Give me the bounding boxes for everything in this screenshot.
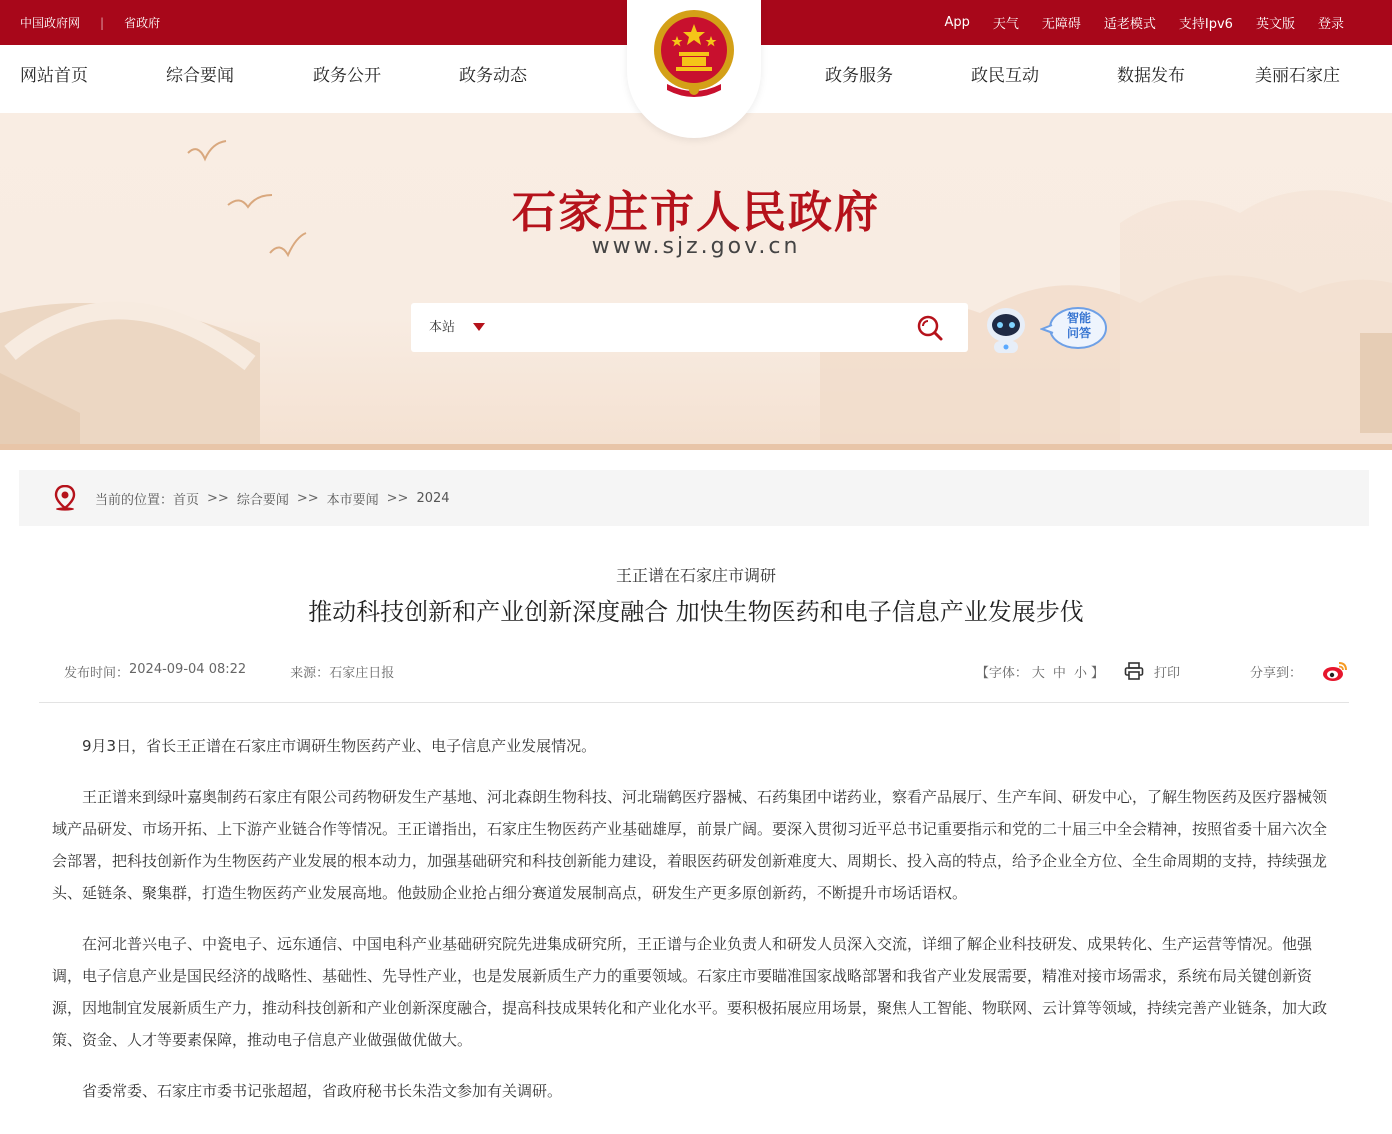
breadcrumb-separator: >> — [296, 490, 319, 506]
location-pin-icon — [53, 485, 77, 511]
article-subtitle: 王正谱在石家庄市调研 — [615, 566, 776, 585]
link-gov-cn[interactable]: 中国政府网 — [20, 16, 81, 30]
banner-bottom-stripe — [0, 444, 1392, 450]
top-bar-right — [921, 0, 1344, 45]
banner-decoration — [0, 113, 1392, 450]
nav-interaction[interactable]: 政民互动 — [971, 66, 1039, 86]
source-value: 石家庄日报 — [329, 666, 395, 681]
article-meta — [64, 662, 394, 681]
smart-qa-label[interactable]: 智能问答 — [1066, 311, 1091, 340]
font-size-open: 【字体： — [975, 665, 1028, 681]
breadcrumb-separator: >> — [207, 490, 229, 506]
printer-icon — [1124, 662, 1144, 680]
link-ipv6[interactable]: 支持Ipv6 — [1178, 17, 1233, 32]
breadcrumb-news[interactable]: 综合要闻 — [236, 492, 289, 508]
link-login[interactable]: 登录 — [1317, 17, 1344, 32]
link-weather[interactable]: 天气 — [992, 17, 1019, 32]
breadcrumb-home[interactable]: 首页 — [173, 492, 200, 508]
publish-label: 发布时间： — [64, 666, 130, 681]
font-size-large[interactable]: 大 — [1031, 665, 1045, 681]
breadcrumb — [19, 470, 1369, 526]
link-province-gov[interactable]: 省政府 — [124, 16, 161, 30]
font-size-close: 】 — [1090, 665, 1104, 681]
print-label: 打印 — [1153, 665, 1180, 681]
link-elderly-mode[interactable]: 适老模式 — [1103, 17, 1156, 32]
article-paragraph: 省委常委、石家庄市委书记张超超，省政府秘书长朱浩文参加有关调研。 — [82, 1082, 563, 1100]
caret-down-icon[interactable] — [473, 323, 485, 331]
breadcrumb-prefix: 当前的位置： — [95, 492, 174, 508]
search-input[interactable] — [501, 311, 901, 344]
article-paragraph: 王正谱来到绿叶嘉奥制药石家庄有限公司药物研发生产基地、河北森朗生物科技、河北瑞鹤医疗器械、石药集团中诺药业，察看产品展厅、生产车间、研发中心，了解生物医药及医疗器械领域产品研发、市场开拓、上下游产业链合作等情况。王正谱指出，石家庄生物医药产业基础雄厚，前景广阔。要深入贯彻习近平总书记重要指示和党的二十届三中全会精神，按照省委十届六次全会部署，把科技创新作为生物医药产业发展的根本动力，加强基础研究和科技创新能力建设，着眼医药研发创新难度大、周期长、投入高的特点，给予企业全方位、全生命周期的支持，持续强龙头、延链条、聚集群，打造生物医药产业发展高地。他鼓励企业抢占细分赛道发展制高点，研发生产更多原创新药，不断提升市场话语权。 — [52, 788, 1328, 902]
national-emblem-holder — [627, 0, 761, 138]
nav-gov-open[interactable]: 政务公开 — [313, 66, 381, 86]
nav-news[interactable]: 综合要闻 — [166, 66, 234, 86]
font-size-small[interactable]: 小 — [1073, 665, 1087, 681]
link-accessibility[interactable]: 无障碍 — [1041, 17, 1081, 32]
weibo-icon[interactable] — [1322, 660, 1348, 682]
article-title: 推动科技创新和产业创新深度融合 加快生物医药和电子信息产业发展步伐 — [308, 598, 1084, 626]
article-paragraph: 9月3日，省长王正谱在石家庄市调研生物医药产业、电子信息产业发展情况。 — [82, 737, 597, 755]
share-label: 分享到： — [1249, 665, 1302, 681]
top-bar-separator: | — [100, 15, 105, 30]
nav-beautiful-sjz[interactable]: 美丽石家庄 — [1255, 66, 1340, 86]
breadcrumb-separator: >> — [386, 490, 409, 506]
link-app[interactable]: App — [944, 15, 970, 30]
article-paragraph: 在河北普兴电子、中瓷电子、远东通信、中国电科产业基础研究院先进集成研究所，王正谱与企业负责人和研发人员深入交流，详细了解企业科技研发、成果转化、生产运营等情况。他强调，电子信息产业是国民经济的战略性、基础性、先导性产业，也是发展新质生产力的重要领域。石家庄市要瞄准国家战略部署和我省产业发展需要，精准对接市场需求，系统布局关键创新资源，因地制宜发展新质生产力，推动科技创新和产业创新深度融合，提高科技成果转化和产业化水平。要积极拓展应用场景，聚焦人工智能、物联网、云计算等领域，持续完善产业链条，加大政策、资金、人才等要素保障，推动电子信息产业做强做优做大。 — [52, 935, 1328, 1049]
divider — [39, 702, 1349, 703]
national-emblem-icon — [649, 6, 739, 102]
nav-gov-dynamics[interactable]: 政务动态 — [459, 66, 527, 86]
link-english[interactable]: 英文版 — [1255, 17, 1295, 32]
nav-home[interactable]: 网站首页 — [20, 66, 88, 86]
article-tools — [976, 660, 1348, 682]
top-bar-left — [20, 0, 160, 45]
article-body — [52, 730, 1336, 1126]
nav-data[interactable]: 数据发布 — [1117, 66, 1185, 86]
robot-assistant-icon[interactable] — [982, 303, 1030, 357]
site-banner — [0, 113, 1392, 450]
search-scope-select[interactable]: 本站 — [429, 320, 456, 335]
source-label: 来源： — [290, 666, 330, 681]
print-button[interactable] — [1124, 662, 1180, 681]
site-url: www.sjz.gov.cn — [591, 234, 801, 259]
nav-gov-service[interactable]: 政务服务 — [825, 66, 893, 86]
breadcrumb-local-news[interactable]: 本市要闻 — [326, 492, 379, 508]
site-title: 石家庄市人民政府 — [512, 187, 880, 238]
font-size-medium[interactable]: 中 — [1052, 665, 1066, 681]
publish-time: 2024-09-04 08:22 — [129, 662, 247, 677]
search-icon[interactable] — [916, 314, 944, 342]
search-box — [411, 303, 968, 352]
breadcrumb-year[interactable]: 2024 — [416, 490, 450, 506]
